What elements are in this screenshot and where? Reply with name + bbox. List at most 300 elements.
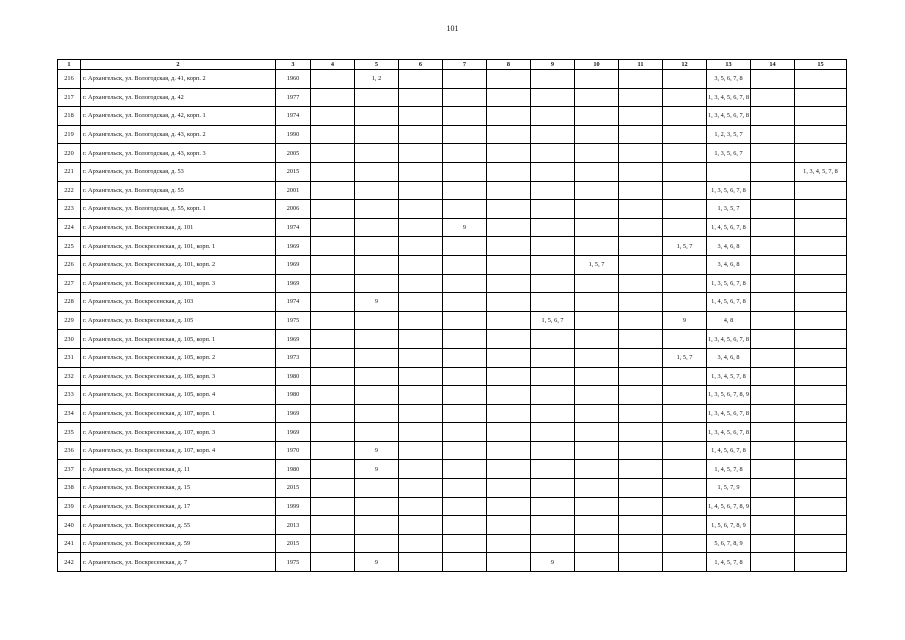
table-cell [311,107,355,126]
table-cell [575,200,619,219]
table-cell [487,218,531,237]
table-cell: 9 [355,460,399,479]
address-cell: г. Архангельск, ул. Воскресенская, д. 15 [81,479,276,498]
table-cell: 1, 5, 6, 7 [531,311,575,330]
table-row [58,274,847,293]
table-cell [531,181,575,200]
table-cell [619,274,663,293]
table-cell [575,460,619,479]
table-row [58,125,847,144]
column-header: 9 [531,60,575,70]
table-cell [443,237,487,256]
table-cell: 9 [663,311,707,330]
table-cell: 9 [531,553,575,572]
table-cell [575,441,619,460]
table-cell [487,255,531,274]
table-cell [311,293,355,312]
table-row [58,534,847,553]
table-cell: 218 [58,107,81,126]
table-cell: 9 [355,293,399,312]
column-header: 3 [276,60,311,70]
table-cell [531,479,575,498]
table-row [58,181,847,200]
table-cell [399,348,443,367]
table-cell [355,255,399,274]
table-body [58,70,847,572]
table-cell [619,255,663,274]
table-cell: 1974 [276,107,311,126]
table-cell [355,516,399,535]
table-cell [311,311,355,330]
table-cell [575,293,619,312]
table-cell [399,181,443,200]
table-cell [795,553,847,572]
table-cell: 1, 5, 7 [575,255,619,274]
table-cell [311,534,355,553]
table-cell [311,516,355,535]
table-cell [399,367,443,386]
table-cell [619,162,663,181]
address-cell: г. Архангельск, ул. Воскресенская, д. 107, корп. 4 [81,441,276,460]
table-cell [443,162,487,181]
table-cell [751,367,795,386]
column-header: 7 [443,60,487,70]
table-cell [751,125,795,144]
table-cell: 1990 [276,125,311,144]
table-cell [795,181,847,200]
table-cell [487,237,531,256]
table-cell: 1, 4, 5, 7, 8 [707,553,751,572]
table-cell [355,125,399,144]
table-cell [443,311,487,330]
table-cell: 1969 [276,423,311,442]
table-cell [443,144,487,163]
table-cell [487,516,531,535]
table-cell [795,497,847,516]
table-cell [795,479,847,498]
table-cell [443,330,487,349]
table-cell: 1, 4, 5, 6, 7, 8 [707,293,751,312]
table-cell [311,348,355,367]
table-cell [663,107,707,126]
address-cell: г. Архангельск, ул. Вологодская, д. 55, корп. 1 [81,200,276,219]
table-cell [751,497,795,516]
table-cell [619,181,663,200]
table-cell [443,348,487,367]
table-cell: 223 [58,200,81,219]
table-cell [355,330,399,349]
table-cell [619,423,663,442]
table-cell [443,497,487,516]
table-cell [751,460,795,479]
table-cell: 217 [58,88,81,107]
table-cell [355,218,399,237]
table-cell [443,293,487,312]
table-cell [355,497,399,516]
table-cell: 9 [355,553,399,572]
table-cell [487,348,531,367]
table-cell [487,534,531,553]
table-cell [355,404,399,423]
table-cell: 1, 3, 4, 5, 6, 7, 8 [707,88,751,107]
table-cell [707,162,751,181]
address-cell: г. Архангельск, ул. Воскресенская, д. 105, корп. 4 [81,386,276,405]
table-cell [575,218,619,237]
table-cell: 4, 8 [707,311,751,330]
table-cell [311,367,355,386]
table-cell [531,534,575,553]
table-cell: 2001 [276,181,311,200]
table-cell [751,274,795,293]
table-cell [575,516,619,535]
table-cell [751,423,795,442]
table-cell: 1970 [276,441,311,460]
table-cell: 232 [58,367,81,386]
table-cell [575,144,619,163]
column-header: 8 [487,60,531,70]
table-cell: 3, 4, 6, 8 [707,237,751,256]
table-cell: 1969 [276,255,311,274]
table-cell: 1, 3, 5, 6, 7, 8, 9 [707,386,751,405]
table-cell [663,144,707,163]
table-cell [795,200,847,219]
table-cell [795,125,847,144]
address-cell: г. Архангельск, ул. Воскресенская, д. 55 [81,516,276,535]
table-cell [311,88,355,107]
table-cell [531,88,575,107]
table-row [58,348,847,367]
table-cell [619,404,663,423]
table-cell [619,386,663,405]
table-cell [399,404,443,423]
table-cell [399,88,443,107]
table-cell [443,181,487,200]
table-cell [355,534,399,553]
table-cell [399,70,443,89]
table-cell [531,367,575,386]
table-cell [443,200,487,219]
table-cell: 1, 3, 4, 5, 6, 7, 8 [707,404,751,423]
table-cell [663,497,707,516]
table-cell [531,200,575,219]
table-cell [443,516,487,535]
table-cell [355,88,399,107]
table-cell [663,330,707,349]
table-cell [311,162,355,181]
table-row [58,88,847,107]
address-cell: г. Архангельск, ул. Воскресенская, д. 101, корп. 2 [81,255,276,274]
table-cell [355,274,399,293]
table-cell [795,70,847,89]
table-cell: 238 [58,479,81,498]
table-cell [487,386,531,405]
table-cell [751,162,795,181]
table-cell [619,107,663,126]
table-cell [619,144,663,163]
table-cell: 233 [58,386,81,405]
table-cell [311,330,355,349]
table-cell [531,423,575,442]
table-cell [663,255,707,274]
table-cell: 1999 [276,497,311,516]
column-header: 10 [575,60,619,70]
table-cell: 224 [58,218,81,237]
table-cell [443,404,487,423]
table-cell [663,70,707,89]
table-cell [355,237,399,256]
table-cell [619,479,663,498]
table-cell [355,181,399,200]
table-cell [487,311,531,330]
column-header: 6 [399,60,443,70]
table-cell [487,553,531,572]
address-cell: г. Архангельск, ул. Воскресенская, д. 105, корп. 1 [81,330,276,349]
table-cell: 2015 [276,479,311,498]
table-cell [399,255,443,274]
table-cell [575,237,619,256]
table-cell: 1969 [276,330,311,349]
table-row [58,237,847,256]
table-cell [751,348,795,367]
table-cell [751,516,795,535]
table-cell [795,386,847,405]
table-cell [795,107,847,126]
column-header: 4 [311,60,355,70]
table-cell [751,311,795,330]
table-cell [399,311,443,330]
table-cell [531,218,575,237]
address-cell: г. Архангельск, ул. Воскресенская, д. 101, корп. 1 [81,237,276,256]
table-cell [575,125,619,144]
table-cell: 1, 3, 4, 5, 7, 8 [707,367,751,386]
table-cell [751,144,795,163]
table-cell: 1, 4, 5, 6, 7, 8 [707,218,751,237]
table-cell: 219 [58,125,81,144]
table-cell [663,200,707,219]
table-cell: 1969 [276,237,311,256]
table-cell [619,200,663,219]
address-cell: г. Архангельск, ул. Вологодская, д. 42 [81,88,276,107]
table-cell [487,367,531,386]
table-cell: 228 [58,293,81,312]
table-cell [619,330,663,349]
table-cell: 2015 [276,534,311,553]
table-cell [531,404,575,423]
table-cell [619,218,663,237]
table-cell: 234 [58,404,81,423]
table-cell [751,200,795,219]
table-cell: 227 [58,274,81,293]
table-cell [575,534,619,553]
table-cell: 1, 3, 5, 6, 7 [707,144,751,163]
table-row [58,423,847,442]
table-cell [531,107,575,126]
table-cell [751,404,795,423]
table-cell [443,423,487,442]
column-header: 11 [619,60,663,70]
table-cell [751,107,795,126]
table-cell [531,330,575,349]
table-cell [663,386,707,405]
table-cell [487,441,531,460]
column-header: 15 [795,60,847,70]
table-cell [795,293,847,312]
table-cell [487,274,531,293]
table-cell: 1, 4, 5, 6, 7, 8 [707,441,751,460]
table-cell [795,534,847,553]
table-cell [355,144,399,163]
table-cell [531,293,575,312]
table-cell [487,404,531,423]
table-row [58,293,847,312]
table-cell: 1, 4, 5, 7, 8 [707,460,751,479]
table-cell [531,162,575,181]
table-cell [399,293,443,312]
table-cell [443,534,487,553]
table-cell: 237 [58,460,81,479]
table-row [58,255,847,274]
table-cell [487,70,531,89]
table-cell [487,107,531,126]
table-cell [443,88,487,107]
table-cell [487,200,531,219]
table-cell [619,516,663,535]
table-cell [311,70,355,89]
table-cell [355,367,399,386]
table-cell: 9 [443,218,487,237]
table-row [58,144,847,163]
table-cell [531,516,575,535]
table-cell [663,218,707,237]
address-cell: г. Архангельск, ул. Воскресенская, д. 107, корп. 3 [81,423,276,442]
table-cell [751,330,795,349]
table-cell: 1, 3, 4, 5, 7, 8 [795,162,847,181]
table-cell: 216 [58,70,81,89]
address-cell: г. Архангельск, ул. Вологодская, д. 43, корп. 3 [81,144,276,163]
table-cell: 236 [58,441,81,460]
table-cell [663,441,707,460]
table-cell [575,423,619,442]
table-cell [751,237,795,256]
table-row [58,367,847,386]
table-cell [443,553,487,572]
table-cell: 3, 5, 6, 7, 8 [707,70,751,89]
table-cell [487,293,531,312]
table-cell: 1, 3, 4, 5, 6, 7, 8 [707,423,751,442]
table-cell [355,107,399,126]
column-header: 13 [707,60,751,70]
table-cell [487,181,531,200]
table-cell [531,70,575,89]
table-cell [399,516,443,535]
table-cell: 9 [355,441,399,460]
table-cell: 5, 6, 7, 8, 9 [707,534,751,553]
header-row [58,60,847,70]
address-cell: г. Архангельск, ул. Воскресенская, д. 59 [81,534,276,553]
table-cell [751,441,795,460]
table-cell [795,404,847,423]
column-header: 5 [355,60,399,70]
table-cell [751,218,795,237]
table-cell [663,293,707,312]
table-cell [443,386,487,405]
table-row [58,404,847,423]
table-cell [575,404,619,423]
table-cell [619,497,663,516]
table-cell [443,460,487,479]
table-cell [531,144,575,163]
address-cell: г. Архангельск, ул. Вологодская, д. 55 [81,181,276,200]
table-cell [531,237,575,256]
table-cell [795,274,847,293]
table-cell [311,423,355,442]
table-cell [399,460,443,479]
table-cell [663,516,707,535]
table-cell [751,553,795,572]
address-cell: г. Архангельск, ул. Воскресенская, д. 7 [81,553,276,572]
table-cell [399,441,443,460]
table-cell: 1, 2, 3, 5, 7 [707,125,751,144]
table-cell [663,367,707,386]
table-cell [619,125,663,144]
address-cell: г. Архангельск, ул. Воскресенская, д. 105, корп. 2 [81,348,276,367]
table-cell [575,330,619,349]
table-cell [355,200,399,219]
table-cell [399,479,443,498]
table-cell: 1, 3, 5, 6, 7, 8 [707,181,751,200]
table-cell [663,404,707,423]
table-cell [399,125,443,144]
table-cell [663,479,707,498]
table-cell: 1973 [276,348,311,367]
table-cell [531,274,575,293]
table-cell [575,162,619,181]
table-cell [311,181,355,200]
column-header: 2 [81,60,276,70]
table-cell: 231 [58,348,81,367]
table-cell [399,107,443,126]
table-cell [443,367,487,386]
table-cell [751,255,795,274]
table-cell [487,479,531,498]
table-cell [575,70,619,89]
table-cell: 1974 [276,218,311,237]
table-cell [619,88,663,107]
table-cell [663,553,707,572]
table-cell: 1, 5, 6, 7, 8, 9 [707,516,751,535]
table-cell [795,423,847,442]
table-cell [443,479,487,498]
table-cell [575,88,619,107]
table-cell [619,311,663,330]
table-cell: 242 [58,553,81,572]
table-cell [795,330,847,349]
table-cell [399,330,443,349]
table-cell: 239 [58,497,81,516]
table-cell [487,88,531,107]
table-cell: 1, 4, 5, 6, 7, 8, 9 [707,497,751,516]
table-cell [619,553,663,572]
table-cell [443,107,487,126]
table-cell [619,70,663,89]
table-cell: 1975 [276,311,311,330]
table-cell [619,367,663,386]
table-row [58,441,847,460]
table-row [58,497,847,516]
table-row [58,311,847,330]
table-cell: 1969 [276,404,311,423]
table-cell [355,162,399,181]
